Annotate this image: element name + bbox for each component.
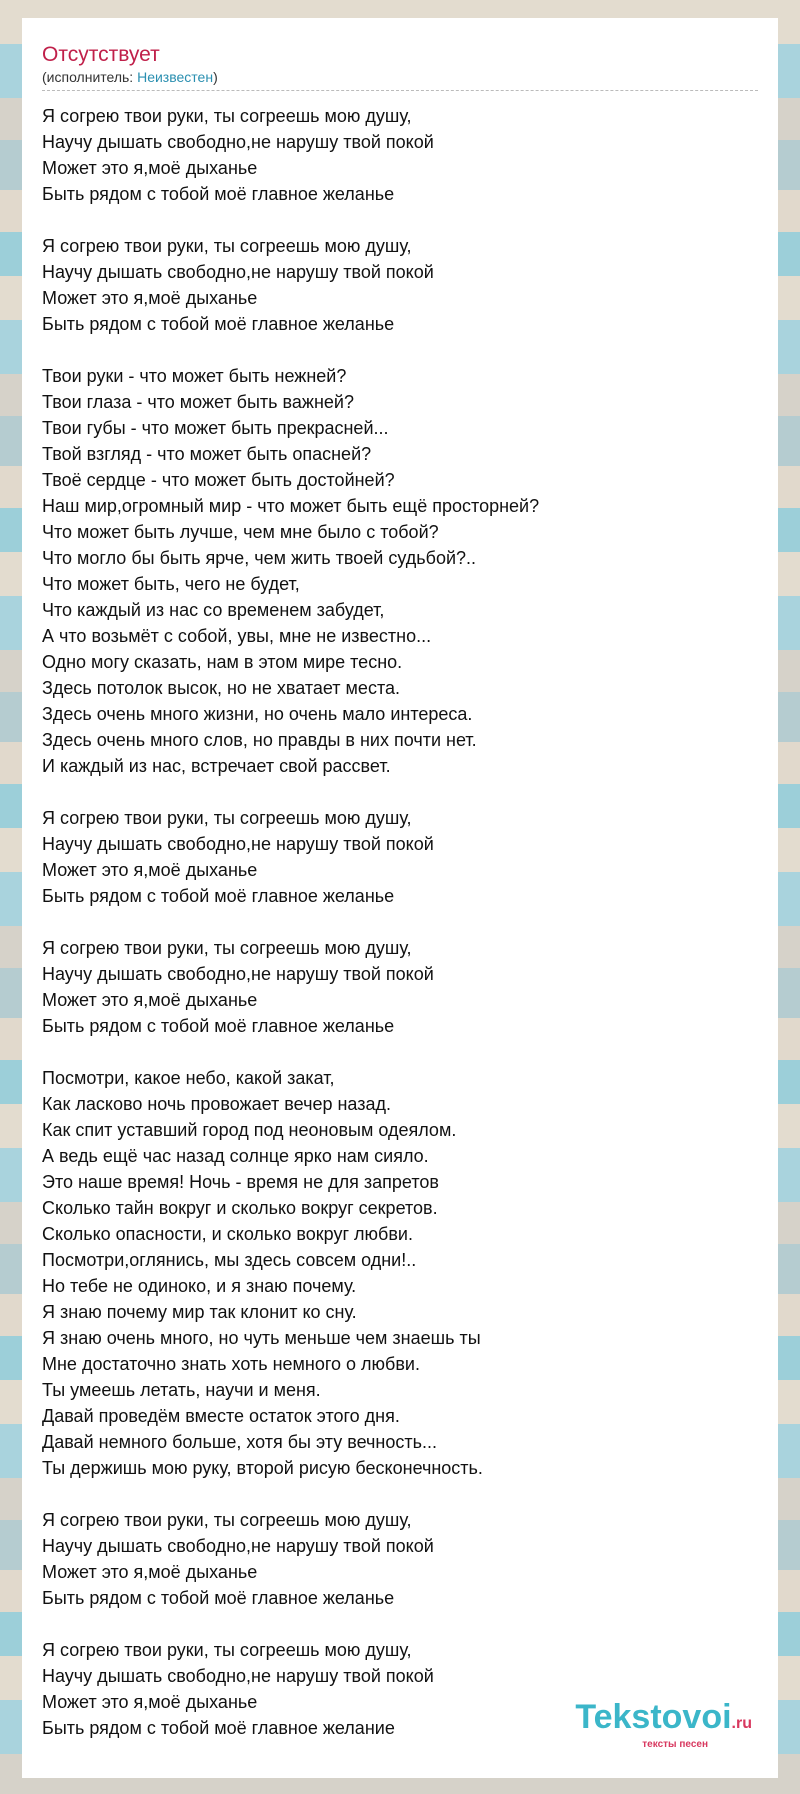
lyrics-line: Может это я,моё дыханье: [42, 1692, 258, 1712]
lyrics-line: Давай проведём вместе остаток этого дня.: [42, 1406, 400, 1426]
lyrics-line: Сколько опасности, и сколько вокруг любви.: [42, 1224, 413, 1244]
lyrics-line: Твои глаза - что может быть важней?: [42, 392, 354, 412]
lyrics-line: Одно могу сказать, нам в этом мире тесно.: [42, 652, 403, 672]
lyrics-line: Быть рядом с тобой моё главное желанье: [42, 1016, 395, 1036]
performer-suffix: ): [213, 69, 218, 85]
lyrics-stanza: [42, 805, 758, 909]
lyrics-line: Я знаю почему мир так клонит ко сну.: [42, 1302, 357, 1322]
lyrics-line: Наш мир,огромный мир - что может быть ещё просторней?: [42, 496, 540, 516]
lyrics-line: Может это я,моё дыханье: [42, 1562, 258, 1582]
lyrics-line: Мне достаточно знать хоть немного о любви.: [42, 1354, 420, 1374]
lyrics-line: Может это я,моё дыханье: [42, 158, 258, 178]
lyrics-line: Посмотри, какое небо, какой закат,: [42, 1068, 335, 1088]
site-logo[interactable]: [575, 1700, 752, 1750]
lyrics-line: Что могло бы быть ярче, чем жить твоей судьбой?..: [42, 548, 477, 568]
lyrics-line: Научу дышать свободно,не нарушу твой покой: [42, 834, 434, 854]
lyrics-line: Твои губы - что может быть прекрасней...: [42, 418, 389, 438]
logo-wordmark: [575, 1700, 752, 1741]
lyrics-line: Научу дышать свободно,не нарушу твой покой: [42, 132, 434, 152]
lyrics-line: Быть рядом с тобой моё главное желанье: [42, 184, 395, 204]
lyrics-line: Научу дышать свободно,не нарушу твой покой: [42, 262, 434, 282]
lyrics-line: Научу дышать свободно,не нарушу твой покой: [42, 1666, 434, 1686]
lyrics-line: Посмотри,оглянись, мы здесь совсем одни!..: [42, 1250, 417, 1270]
lyrics-line: Я согрею твои руки, ты согреешь мою душу,: [42, 938, 412, 958]
logo-tld: .ru: [731, 1715, 752, 1732]
lyrics-line: Быть рядом с тобой моё главное желанье: [42, 1588, 395, 1608]
performer-line: [42, 68, 758, 86]
lyrics-line: Может это я,моё дыханье: [42, 990, 258, 1010]
lyrics-line: Как спит уставший город под неоновым одеялом.: [42, 1120, 457, 1140]
lyrics-card: [22, 18, 778, 1778]
lyrics-line: Здесь очень много жизни, но очень мало интереса.: [42, 704, 473, 724]
lyrics-line: Научу дышать свободно,не нарушу твой покой: [42, 1536, 434, 1556]
performer-prefix: (исполнитель:: [42, 69, 138, 85]
lyrics-line: Я согрею твои руки, ты согреешь мою душу,: [42, 106, 412, 126]
song-title: Отсутствует: [42, 43, 160, 66]
lyrics-line: И каждый из нас, встречает свой рассвет.: [42, 756, 391, 776]
lyrics-stanza: [42, 935, 758, 1039]
lyrics-line: Что может быть, чего не будет,: [42, 574, 300, 594]
lyrics-stanza: [42, 1065, 758, 1481]
lyrics-line: Здесь очень много слов, но правды в них почти нет.: [42, 730, 477, 750]
lyrics-line: Быть рядом с тобой моё главное желанье: [42, 886, 395, 906]
lyrics-line: Но тебе не одиноко, и я знаю почему.: [42, 1276, 357, 1296]
lyrics-line: Может это я,моё дыханье: [42, 860, 258, 880]
lyrics-line: Ты держишь мою руку, второй рисую бесконечность.: [42, 1458, 483, 1478]
lyrics-line: Твои руки - что может быть нежней?: [42, 366, 347, 386]
lyrics-line: Ты умеешь летать, научи и меня.: [42, 1380, 321, 1400]
title-divider: [42, 90, 758, 91]
lyrics-line: А ведь ещё час назад солнце ярко нам сияло.: [42, 1146, 429, 1166]
lyrics-stanza: [42, 363, 758, 779]
lyrics-line: Это наше время! Ночь - время не для запретов: [42, 1172, 439, 1192]
lyrics-line: Как ласково ночь провожает вечер назад.: [42, 1094, 391, 1114]
lyrics-line: Давай немного больше, хотя бы эту вечность...: [42, 1432, 437, 1452]
lyrics-line: Твоё сердце - что может быть достойней?: [42, 470, 395, 490]
lyrics-stanza: [42, 1507, 758, 1611]
lyrics-line: Я согрею твои руки, ты согреешь мою душу,: [42, 236, 412, 256]
lyrics-stanza: [42, 103, 758, 207]
lyrics-line: Я согрею твои руки, ты согреешь мою душу,: [42, 808, 412, 828]
lyrics-line: А что возьмёт с собой, увы, мне не известно...: [42, 626, 432, 646]
lyrics-line: Здесь потолок высок, но не хватает места.: [42, 678, 400, 698]
lyrics-line: Быть рядом с тобой моё главное желанье: [42, 314, 395, 334]
lyrics-line: Я знаю очень много, но чуть меньше чем знаешь ты: [42, 1328, 481, 1348]
lyrics-line: Быть рядом с тобой моё главное желание: [42, 1718, 395, 1738]
lyrics-line: Что может быть лучше, чем мне было с тобой?: [42, 522, 439, 542]
logo-name: Tekstovoi: [575, 1698, 732, 1736]
lyrics-line: Я согрею твои руки, ты согреешь мою душу,: [42, 1510, 412, 1530]
performer-link[interactable]: Неизвестен: [137, 69, 214, 85]
logo-tagline: тексты песен: [642, 1739, 708, 1750]
lyrics-line: Сколько тайн вокруг и сколько вокруг секретов.: [42, 1198, 438, 1218]
lyrics-body: [42, 103, 758, 1741]
lyrics-line: Что каждый из нас со временем забудет,: [42, 600, 385, 620]
lyrics-line: Я согрею твои руки, ты согреешь мою душу,: [42, 1640, 412, 1660]
lyrics-line: Научу дышать свободно,не нарушу твой покой: [42, 964, 434, 984]
lyrics-line: Твой взгляд - что может быть опасней?: [42, 444, 372, 464]
lyrics-stanza: [42, 233, 758, 337]
lyrics-line: Может это я,моё дыханье: [42, 288, 258, 308]
